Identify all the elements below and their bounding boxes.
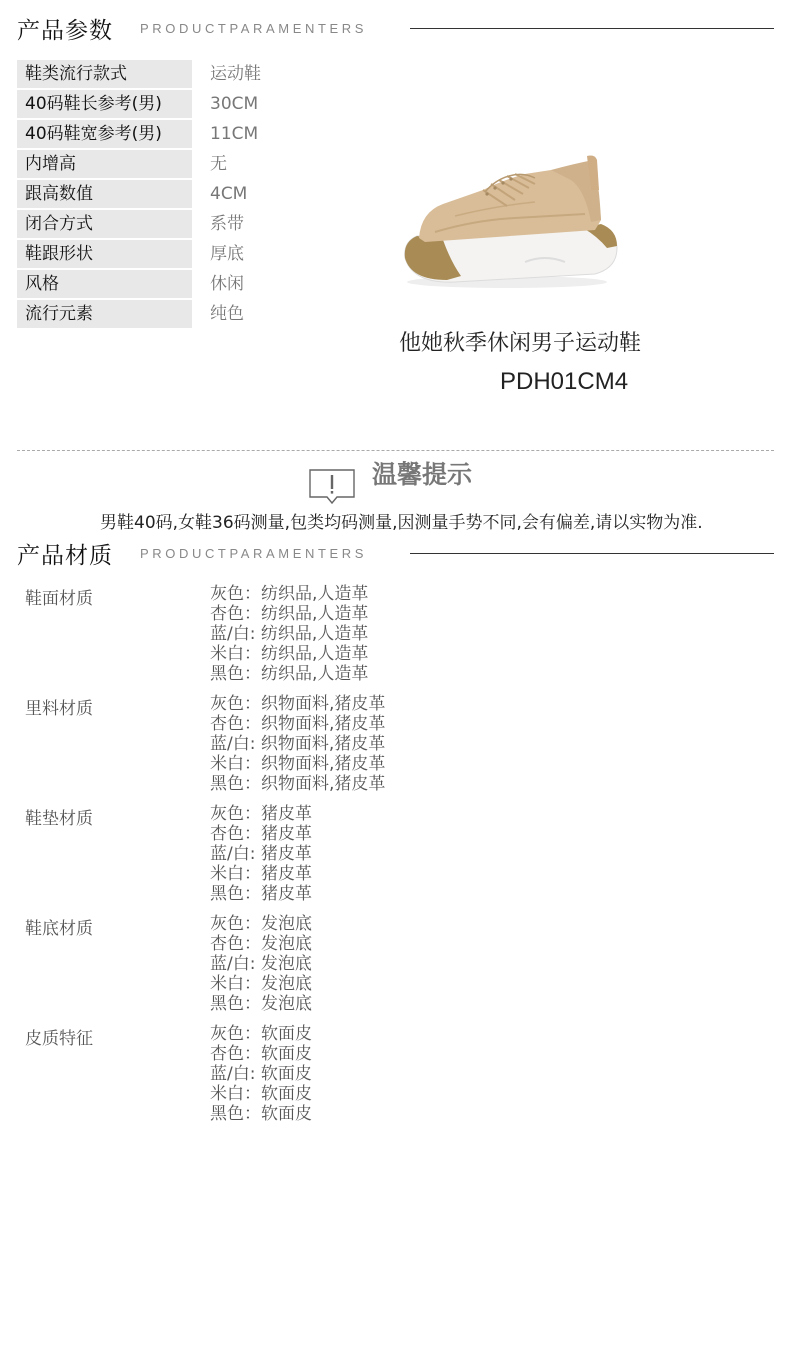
material-line: 黑色：纺织品,人造革: [210, 664, 369, 684]
param-row: [17, 270, 357, 300]
param-value: 厚底: [210, 244, 244, 264]
material-line: 蓝/白: 软面皮: [210, 1064, 312, 1084]
material-label: 里料材质: [25, 699, 93, 719]
param-label: 闭合方式: [17, 210, 192, 238]
notice-title: 温馨提示: [372, 460, 473, 489]
param-value: 运动鞋: [210, 64, 261, 84]
material-line: 黑色：发泡底: [210, 994, 312, 1014]
param-value: 系带: [210, 214, 244, 234]
params-table: [17, 60, 357, 330]
material-line: 米白：软面皮: [210, 1084, 312, 1104]
param-row: [17, 150, 357, 180]
param-label: 风格: [17, 270, 192, 298]
param-row: [17, 300, 357, 330]
material-line: 米白：发泡底: [210, 974, 312, 994]
param-label: 40码鞋长参考(男): [17, 90, 192, 118]
material-line: 杏色：猪皮革: [210, 824, 312, 844]
material-line: 灰色：纺织品,人造革: [210, 584, 369, 604]
section-title: 产品材质: [17, 543, 113, 569]
section-title: 产品参数: [17, 18, 113, 44]
param-label: 跟高数值: [17, 180, 192, 208]
material-label: 鞋底材质: [25, 919, 93, 939]
section-subtitle: PRODUCTPARAMENTERS: [140, 21, 368, 36]
material-line: 杏色：纺织品,人造革: [210, 604, 369, 624]
material-group: [25, 1024, 745, 1134]
param-value: 11CM: [210, 124, 259, 144]
material-label: 鞋垫材质: [25, 809, 93, 829]
material-line: 蓝/白: 纺织品,人造革: [210, 624, 369, 644]
material-line: 杏色：发泡底: [210, 934, 312, 954]
param-label: 流行元素: [17, 300, 192, 328]
product-name: 他她秋季休闲男子运动鞋: [399, 331, 642, 356]
material-line: 灰色：织物面料,猪皮革: [210, 694, 386, 714]
material-line: 黑色：猪皮革: [210, 884, 312, 904]
notice-text: 男鞋40码,女鞋36码测量,包类均码测量,因测量手势不同,会有偏差,请以实物为准.: [100, 513, 703, 533]
material-label: 鞋面材质: [25, 589, 93, 609]
param-value: 30CM: [210, 94, 259, 114]
material-line: 蓝/白: 发泡底: [210, 954, 312, 974]
divider-line: [410, 28, 774, 29]
material-group: [25, 584, 745, 694]
material-line: 灰色：发泡底: [210, 914, 312, 934]
materials-list: [25, 584, 745, 1134]
product-shoe-image: [395, 150, 625, 295]
param-row: [17, 90, 357, 120]
param-value: 休闲: [210, 274, 244, 294]
material-line: 蓝/白: 织物面料,猪皮革: [210, 734, 386, 754]
exclamation-speech-bubble-icon: [309, 469, 355, 505]
material-line: 蓝/白: 猪皮革: [210, 844, 312, 864]
param-label: 鞋跟形状: [17, 240, 192, 268]
section-header-params: [17, 12, 774, 46]
material-line: 米白：纺织品,人造革: [210, 644, 369, 664]
param-label: 40码鞋宽参考(男): [17, 120, 192, 148]
material-group: [25, 914, 745, 1024]
product-code: PDH01CM4: [500, 368, 629, 395]
material-group: [25, 694, 745, 804]
param-value: 纯色: [210, 304, 244, 324]
param-value: 无: [210, 154, 227, 174]
material-line: 黑色：织物面料,猪皮革: [210, 774, 386, 794]
material-line: 米白：猪皮革: [210, 864, 312, 884]
material-line: 灰色：猪皮革: [210, 804, 312, 824]
material-line: 杏色：织物面料,猪皮革: [210, 714, 386, 734]
param-row: [17, 240, 357, 270]
divider-line: [410, 553, 774, 554]
dashed-divider: [17, 450, 774, 451]
material-line: 米白：织物面料,猪皮革: [210, 754, 386, 774]
material-label: 皮质特征: [25, 1029, 93, 1049]
param-row: [17, 210, 357, 240]
section-header-materials: [17, 537, 774, 571]
param-label: 鞋类流行款式: [17, 60, 192, 88]
param-value: 4CM: [210, 184, 248, 204]
param-row: [17, 120, 357, 150]
section-subtitle: PRODUCTPARAMENTERS: [140, 546, 368, 561]
material-line: 杏色：软面皮: [210, 1044, 312, 1064]
param-label: 内增高: [17, 150, 192, 178]
material-line: 黑色：软面皮: [210, 1104, 312, 1124]
material-group: [25, 804, 745, 914]
param-row: [17, 60, 357, 90]
param-row: [17, 180, 357, 210]
material-line: 灰色：软面皮: [210, 1024, 312, 1044]
